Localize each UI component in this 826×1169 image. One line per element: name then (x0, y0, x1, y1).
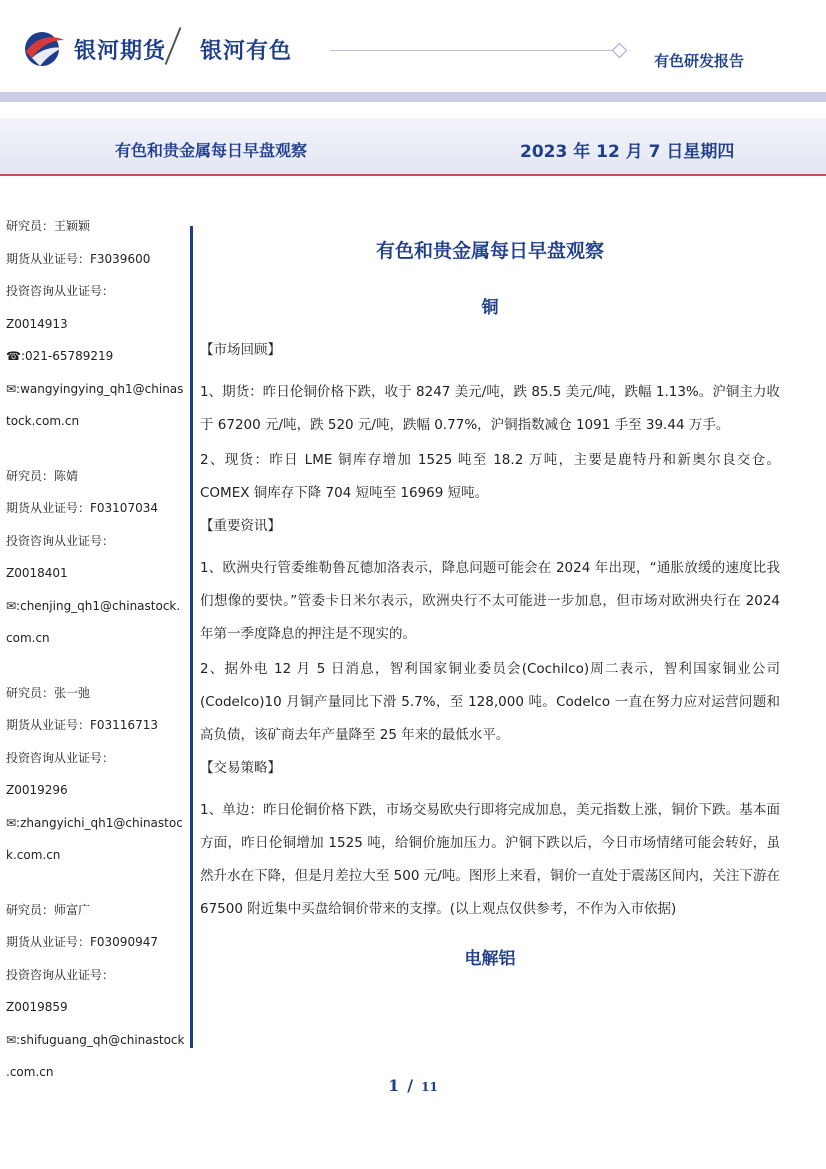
page-current: 1 (388, 1076, 400, 1095)
document-title: 有色和贵金属每日早盘观察 (375, 240, 604, 262)
report-date: 2023 年 12 月 7 日星期四 (520, 142, 735, 162)
futures-license: 期货从业证号：F03090947 (6, 935, 158, 949)
brand-divider (165, 27, 182, 65)
subsection-strategy: 【交易策略】 (200, 760, 281, 776)
consult-license-number: Z0014913 (6, 316, 68, 331)
sidebar-divider (190, 226, 193, 1048)
section-title-aluminum: 电解铝 (464, 949, 516, 969)
title-bar (0, 118, 826, 176)
email-line-2[interactable]: tock.com.cn (6, 414, 80, 428)
researcher-card (6, 894, 186, 1089)
header-logo (22, 28, 322, 68)
paragraph: 1、欧洲央行管委维勒鲁瓦德加洛表示，降息问题可能会在 2024 年出现，“通胀放缓的速度比我们想像的要快。”管委卡日米尔表示，欧洲央行不太可能进一步加息，但市场对欧洲央行在 2024 年第一季度降息的押注是不现实的。 (200, 560, 780, 642)
paragraph: 2、现货：昨日 LME 铜库存增加 1525 吨至 18.2 万吨，主要是鹿特丹和新奥尔良交仓。COMEX 铜库存下降 704 短吨至 16969 短吨。 (200, 452, 780, 501)
futures-license: 期货从业证号：F3039600 (6, 251, 151, 266)
consult-license-number: Z0018401 (6, 566, 68, 580)
email-line-1[interactable]: ✉:shifuguang_qh@chinastock (6, 1032, 185, 1047)
futures-license: 期货从业证号：F03107034 (6, 501, 158, 515)
researcher-card (6, 210, 186, 438)
brand-secondary: 银河有色 (200, 39, 293, 64)
subsection-market-review: 【市场回顾】 (200, 342, 281, 358)
email-line-1[interactable]: ✉:wangyingying_qh1@chinas (6, 381, 184, 396)
researcher-sidebar (6, 210, 186, 1111)
header-rule (330, 50, 618, 51)
page-separator: / (407, 1076, 414, 1095)
paragraph: 1、单边：昨日伦铜价格下跌，市场交易欧央行即将完成加息，美元指数上涨，铜价下跌。基本面方面，昨日伦铜增加 1525 吨，给铜价施加压力。沪铜下跌以后，今日市场情绪可能会转好，虽然升水在下降，但是月差拉大至 500 元/吨。图形上来看，铜价一直处于震荡区间内，关注下游在 67500 附近集中买盘给铜价带来的支撑。(以上观点仅供参考，不作为入市依据) (200, 802, 780, 917)
page-number (0, 1076, 826, 1095)
main-content (200, 230, 780, 991)
researcher-name: 研究员：王颖颖 (6, 219, 91, 233)
brand-primary: 银河期货 (74, 39, 167, 64)
researcher-name: 研究员：师富广 (6, 902, 91, 917)
report-type: 有色研发报告 (654, 52, 745, 70)
researcher-name: 研究员：陈婧 (6, 468, 79, 483)
email-line-1[interactable]: ✉:zhangyichi_qh1@chinastoc (6, 815, 183, 830)
galaxy-logo-icon (22, 28, 66, 68)
email-line-2[interactable]: com.cn (6, 631, 50, 645)
consult-license-number: Z0019296 (6, 783, 68, 797)
consult-license-number: Z0019859 (6, 1000, 68, 1014)
report-title: 有色和贵金属每日早盘观察 (115, 141, 308, 160)
header-band (0, 92, 826, 102)
email-line-1[interactable]: ✉:chenjing_qh1@chinastock. (6, 598, 181, 613)
consult-license-label: 投资咨询从业证号： (6, 533, 115, 548)
paragraph: 1、期货：昨日伦铜价格下跌，收于 8247 美元/吨，跌 85.5 美元/吨，跌幅 1.13%。沪铜主力收于 67200 元/吨，跌 520 元/吨，跌幅 0.77%，沪铜指数减仓 1091 手至 39.44 万手。 (200, 384, 780, 433)
researcher-name: 研究员：张一弛 (6, 685, 91, 700)
phone-number: ☎:021-65789219 (6, 349, 114, 363)
futures-license: 期货从业证号：F03116713 (6, 718, 158, 732)
researcher-card (6, 460, 186, 655)
paragraph: 2、据外电 12 月 5 日消息，智利国家铜业委员会(Cochilco)周二表示，智利国家铜业公司(Codelco)10 月铜产量同比下滑 5.7%，至 128,000 吨。Codelco 一直在努力应对运营问题和高负债，该矿商去年产量降至 25 年来的最低水平。 (200, 661, 780, 743)
consult-license-label: 投资咨询从业证号： (6, 750, 115, 765)
consult-license-label: 投资咨询从业证号： (6, 967, 115, 982)
email-line-2[interactable]: .com.cn (6, 1065, 54, 1079)
subsection-news: 【重要资讯】 (200, 518, 281, 534)
email-line-2[interactable]: k.com.cn (6, 848, 61, 862)
consult-license-label: 投资咨询从业证号： (6, 284, 115, 298)
section-title-copper: 铜 (481, 298, 499, 318)
page-total: 11 (421, 1080, 438, 1094)
researcher-card (6, 677, 186, 872)
header-diamond-icon (612, 43, 628, 59)
